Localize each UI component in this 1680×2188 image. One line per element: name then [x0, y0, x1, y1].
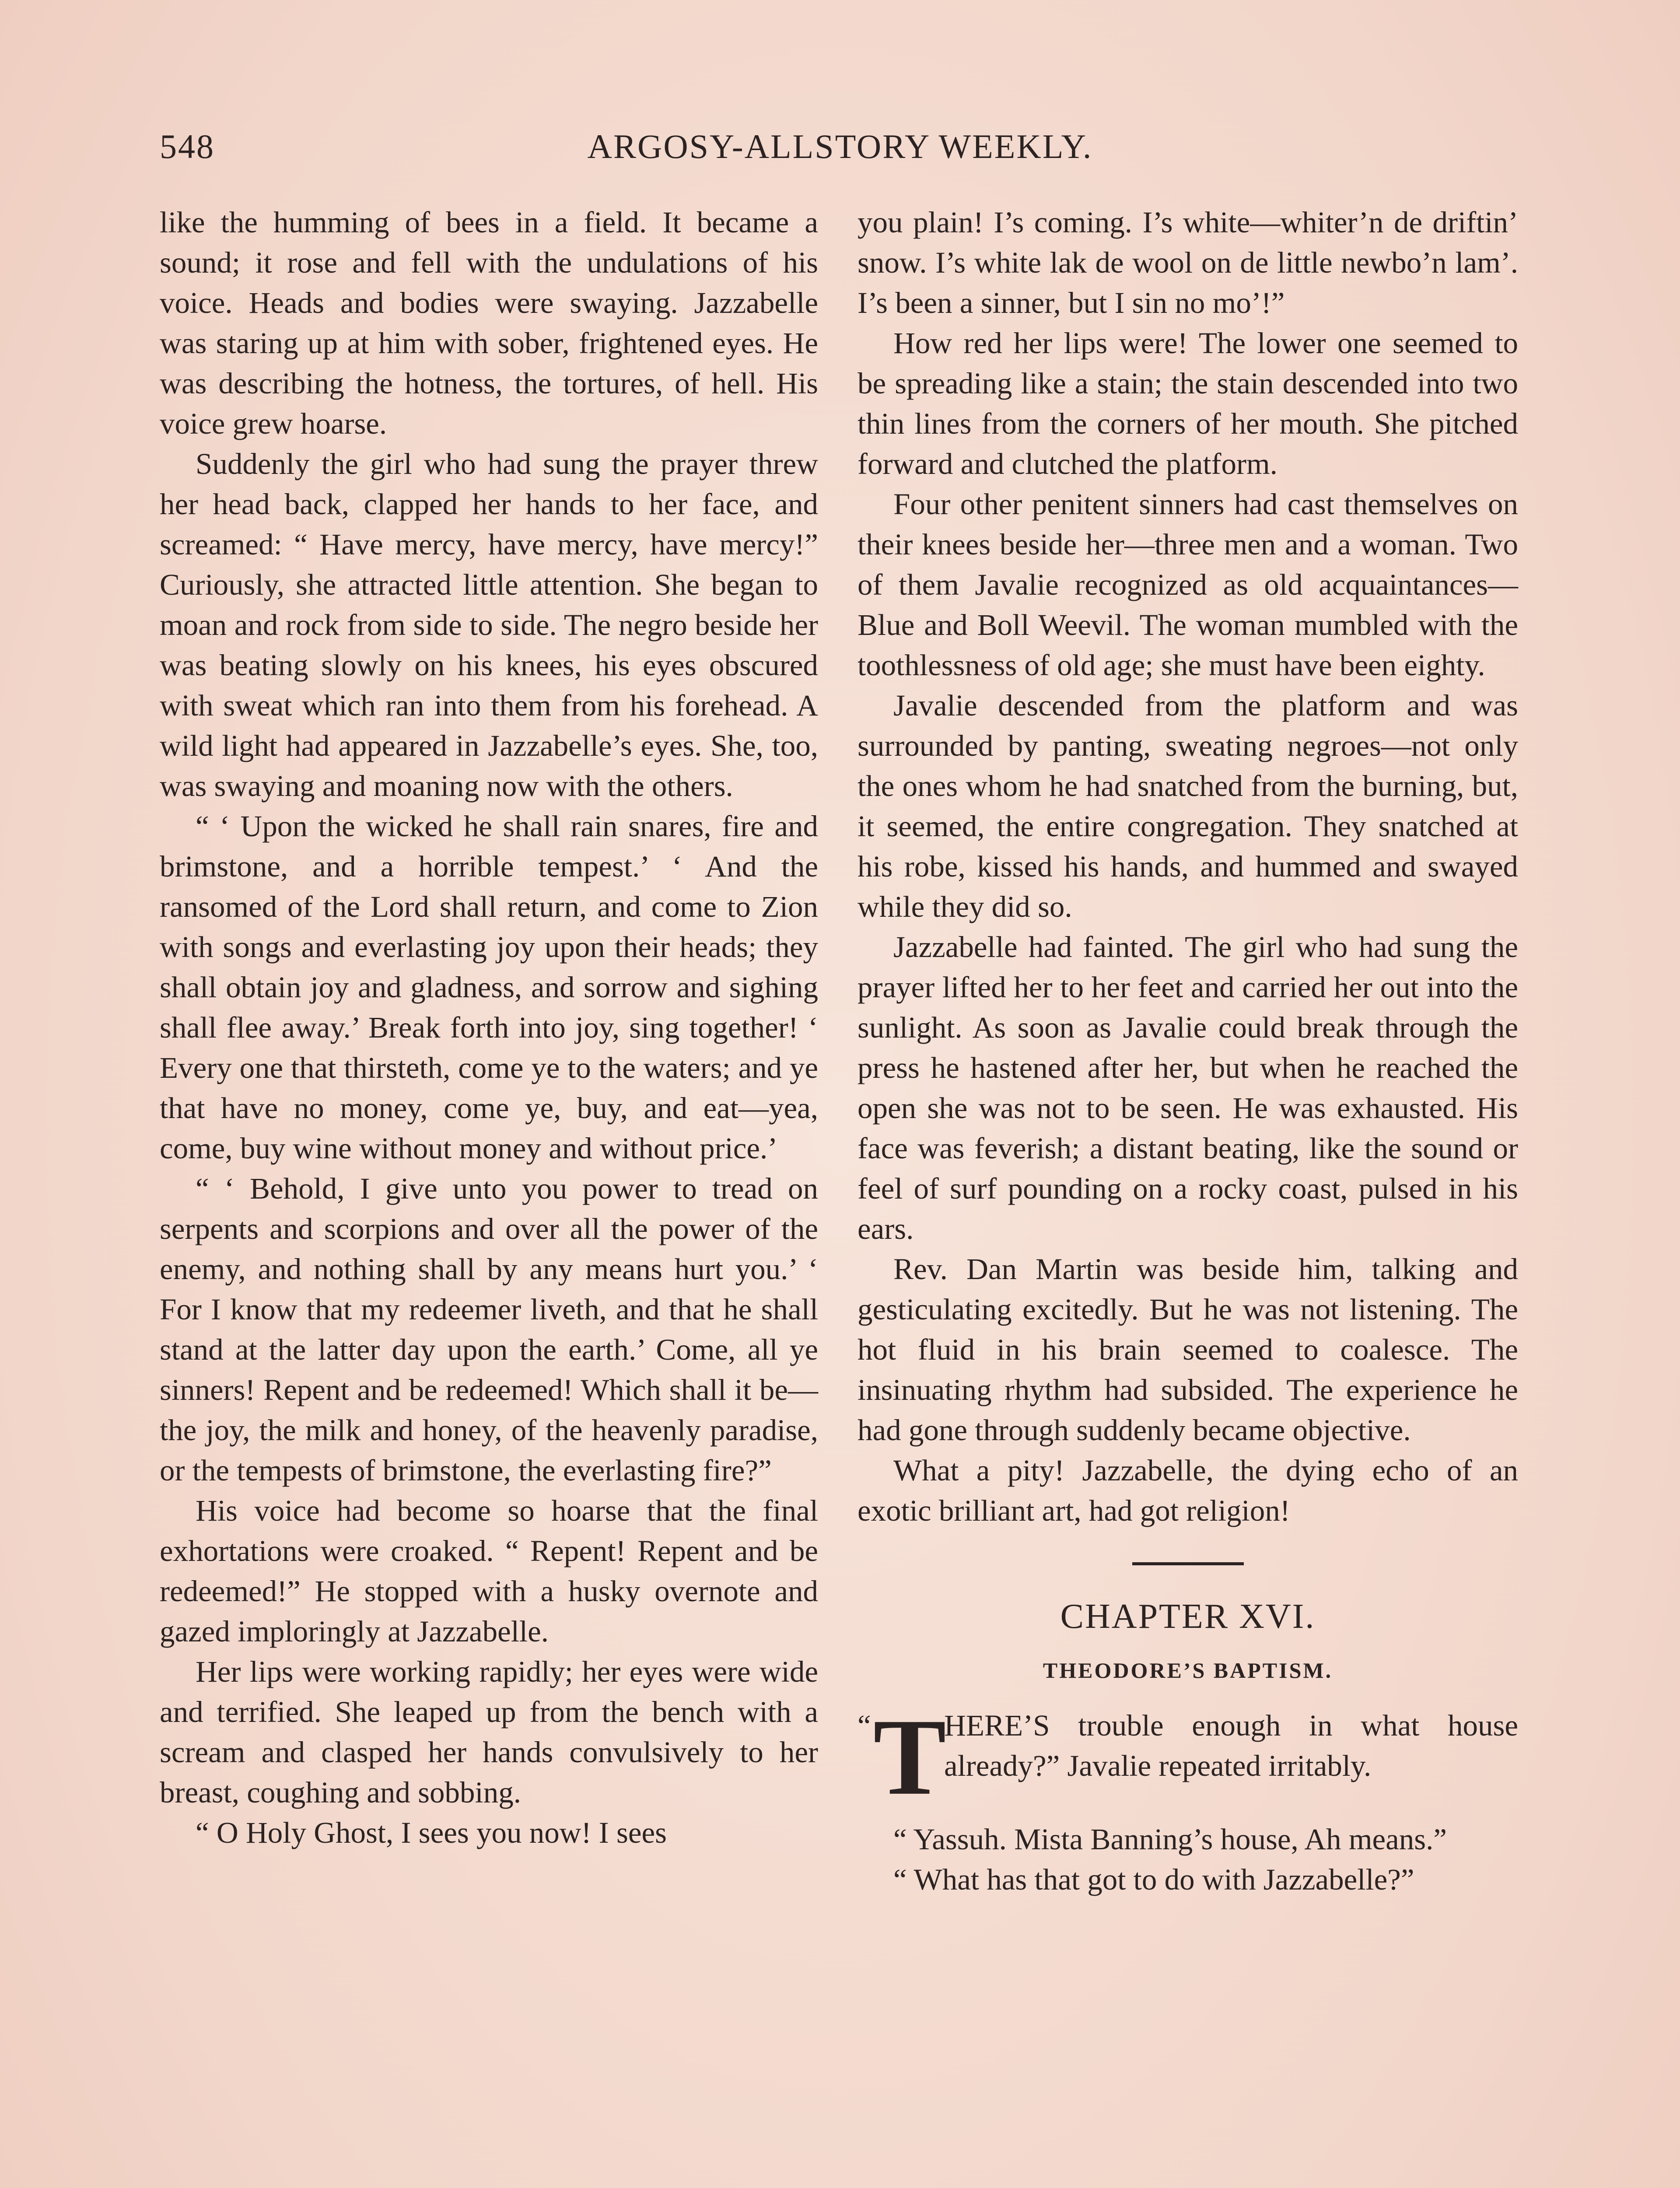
paragraph: Her lips were working rapidly; her eyes were wide and terrified. She leaped up from the bench with a scream and clasped her hands convulsively to her breast, coughing and sobbing. — [160, 1655, 818, 1809]
paragraph: Four other penitent sinners had cast themselves on their knees beside her—three men and a woman. Two of them Javalie recognized as old acquaintances—Blue and Boll Weevil. The woman mumbled with the toothlessness of old age; she must have been eighty. — [858, 487, 1518, 682]
paragraph: “ What has that got to do with Jazzabelle?” — [893, 1863, 1414, 1896]
paragraph: His voice had become so hoarse that the final exhortations were croaked. “ Repent! Repent and be redeemed!” He stopped with a husky overnote and gazed imploringly at Jazzabelle. — [160, 1494, 818, 1648]
paragraph: “ Yassuh. Mista Banning’s house, Ah means.” — [893, 1823, 1447, 1856]
section-divider — [1132, 1562, 1244, 1565]
opening-text: HERE’S trouble enough in what house already?” Javalie repeated irritably. — [944, 1709, 1518, 1782]
paragraph: How red her lips were! The lower one seemed to be spreading like a stain; the stain descended into two thin lines from the corners of her mouth. She pitched forward and clutched the platform. — [858, 326, 1518, 480]
right-column — [858, 202, 1518, 1900]
chapter-subtitle: THEODORE’S BAPTISM. — [1043, 1658, 1333, 1683]
paragraph: “ O Holy Ghost, I sees you now! I sees — [196, 1816, 667, 1849]
paragraph: Suddenly the girl who had sung the prayer threw her head back, clapped her hands to her face, and screamed: “ Have mercy, have mercy, have mercy!” Curiously, she attracted little attention. She began to moan and rock from side to side. The negro beside her was beating slowly on his knees, his eyes obscured with sweat which ran into them from his forehead. A wild light had appeared in Jazzabelle’s eyes. She, too, was swaying and moaning now with the others. — [160, 447, 818, 803]
opening-quote: “ — [858, 1709, 871, 1742]
paragraph: What a pity! Jazzabelle, the dying echo of an exotic brilliant art, had got religion! — [858, 1454, 1518, 1527]
paragraph: “ ‘ Upon the wicked he shall rain snares, fire and brimstone, and a horrible tempest.’ ‘ And the ransomed of the Lord shall return, and come to Zion with songs and everlasting joy upon their heads; they shall obtain joy and gladness, and sorrow and sighing shall flee away.’ Break forth into joy, sing together! ‘ Every one that thirsteth, come ye to the waters; and ye that have no money, come ye, buy, and eat—yea, come, buy wine without money and without price.’ — [160, 810, 818, 1165]
page-number: 548 — [160, 127, 215, 165]
chapter-heading: CHAPTER XVI. — [1060, 1597, 1316, 1636]
left-column — [160, 202, 818, 1853]
opening-paragraph — [858, 1697, 1518, 1818]
running-title: ARGOSY-ALLSTORY WEEKLY. — [587, 127, 1093, 165]
paragraph: Javalie descended from the platform and was surrounded by panting, sweating negroes—not only the ones whom he had snatched from the burning, but, it seemed, the entire congregation. They snatched at his robe, kissed his hands, and hummed and swayed while they did so. — [858, 689, 1518, 923]
page-header — [160, 127, 1520, 175]
paragraph: Rev. Dan Martin was beside him, talking and gesticulating excitedly. But he was not listening. The hot fluid in his brain seemed to coalesce. The insinuating rhythm had subsided. The experience he had gone through suddenly became objective. — [858, 1252, 1518, 1447]
paragraph: you plain! I’s coming. I’s white—whiter’n de driftin’ snow. I’s white lak de wool on de little newbo’n lam’. I’s been a sinner, but I sin no mo’!” — [858, 206, 1518, 319]
drop-cap: T — [873, 1697, 946, 1818]
paragraph: “ ‘ Behold, I give unto you power to tread on serpents and scorpions and over all the power of the enemy, and nothing shall by any means hurt you.’ ‘ For I know that my redeemer liveth, and that he shall stand at the latter day upon the earth.’ Come, all ye sinners! Repent and be redeemed! Which shall it be—the joy, the milk and honey, of the heavenly paradise, or the tempests of brimstone, the everlasting fire?” — [160, 1172, 818, 1487]
drop-cap-block — [858, 1697, 946, 1819]
paragraph: like the humming of bees in a field. It became a sound; it rose and fell with the undulations of his voice. Heads and bodies were swaying. Jazzabelle was staring up at him with sober, frightened eyes. He was describing the hotness, the tortures, of hell. His voice grew hoarse. — [160, 206, 818, 440]
paragraph: Jazzabelle had fainted. The girl who had sung the prayer lifted her to her feet and carried her out into the sunlight. As soon as Javalie could break through the press he hastened after her, but when he reached the open she was not to be seen. He was exhausted. His face was feverish; a distant beating, like the sound or feel of surf pounding on a rocky coast, pulsed in his ears. — [858, 930, 1518, 1245]
